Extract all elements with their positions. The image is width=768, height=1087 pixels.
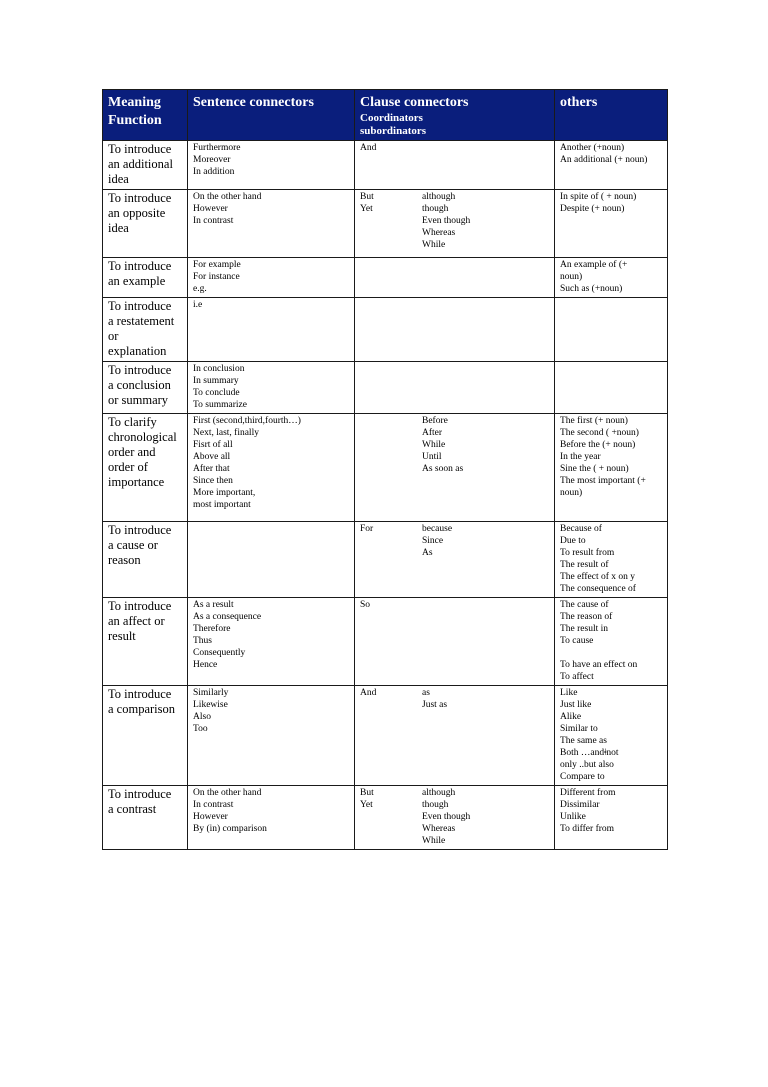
- cell-line: noun): [560, 272, 583, 282]
- others-cell: [555, 786, 668, 850]
- others-cell: [555, 686, 668, 786]
- others-cell: [555, 258, 668, 298]
- cell-line: An example of (+: [560, 260, 628, 270]
- cell-line: Since: [422, 536, 444, 546]
- cell-line: i.e: [193, 300, 203, 310]
- sentence-connectors-cell: [188, 686, 355, 786]
- cell-line: To introduce: [108, 687, 172, 701]
- table-body: [103, 141, 668, 850]
- cell-line: While: [422, 440, 446, 450]
- cell-line: Because of: [560, 524, 602, 534]
- coordinators-list: [360, 687, 422, 711]
- cell-line: e.g.: [193, 284, 207, 294]
- cell-line: Furthermore: [193, 143, 241, 153]
- sentence-connectors-cell: [188, 786, 355, 850]
- cell-line: a comparison: [108, 702, 175, 716]
- cell-line: The result of: [560, 560, 609, 570]
- meaning-cell: [103, 686, 188, 786]
- clause-connectors-cell: [355, 522, 555, 598]
- cell-line: Unlike: [560, 812, 586, 822]
- cell-line: First (second,third,fourth…): [193, 416, 301, 426]
- cell-line: And: [360, 143, 377, 153]
- table-row: [103, 362, 668, 414]
- meaning-cell: [103, 190, 188, 258]
- cell-line: Until: [422, 452, 442, 462]
- cell-line: [560, 647, 662, 659]
- cell-line: Even though: [422, 812, 471, 822]
- table-row: [103, 258, 668, 298]
- clause-connectors-cell: [355, 414, 555, 522]
- cell-line: Dissimilar: [560, 800, 600, 810]
- cell-line: Also: [193, 712, 211, 722]
- cell-line: To summarize: [193, 400, 247, 410]
- cell-line: Whereas: [422, 824, 456, 834]
- cell-line: Even though: [422, 216, 471, 226]
- cell-line: Next, last, finally: [193, 428, 259, 438]
- cell-line: The same as: [560, 736, 607, 746]
- cell-line: To introduce: [108, 523, 172, 537]
- cell-line: For example: [193, 260, 241, 270]
- table-row: [103, 141, 668, 190]
- others-cell: [555, 362, 668, 414]
- table-row: [103, 298, 668, 362]
- meaning-cell: [103, 362, 188, 414]
- sentence-connectors-cell: [188, 414, 355, 522]
- sentence-connectors-cell: [188, 298, 355, 362]
- clause-connectors-cell: [355, 598, 555, 686]
- subordinators-list: [422, 687, 549, 711]
- subordinators-list: [422, 142, 549, 154]
- subordinators-list: [422, 599, 549, 611]
- cell-line: As: [422, 548, 433, 558]
- cell-line: To introduce: [108, 299, 172, 313]
- cell-line: The most important (+: [560, 476, 646, 486]
- cell-line: The first (+ noun): [560, 416, 628, 426]
- cell-line: However: [193, 812, 228, 822]
- coordinators-list: [360, 415, 422, 475]
- cell-line: In spite of ( + noun): [560, 192, 637, 202]
- cell-line: Such as (+noun): [560, 284, 623, 294]
- cell-line: After: [422, 428, 443, 438]
- cell-line: The consequence of: [560, 584, 636, 594]
- cell-line: To clarify: [108, 415, 157, 429]
- cell-line: To have an effect on: [560, 660, 638, 670]
- subordinators-list: [422, 415, 549, 475]
- table-row: [103, 522, 668, 598]
- cell-line: Consequently: [193, 648, 246, 658]
- others-cell: [555, 522, 668, 598]
- cell-line: order and: [108, 445, 156, 459]
- cell-line: or: [108, 329, 119, 343]
- coordinators-list: [360, 599, 422, 611]
- cell-line: order of: [108, 460, 148, 474]
- cell-line: Despite (+ noun): [560, 204, 625, 214]
- cell-line: Just like: [560, 700, 592, 710]
- sentence-connectors-cell: [188, 598, 355, 686]
- cell-line: an affect or: [108, 614, 165, 628]
- cell-line: most important: [193, 500, 251, 510]
- cell-line: Therefore: [193, 624, 231, 634]
- cell-line: Before: [422, 416, 448, 426]
- sentence-connectors-cell: [188, 141, 355, 190]
- clause-connectors-cell: [355, 362, 555, 414]
- cell-line: To introduce: [108, 363, 172, 377]
- cell-line: explanation: [108, 344, 167, 358]
- table-row: [103, 786, 668, 850]
- subordinators-list: [422, 523, 549, 559]
- cell-line: Whereas: [422, 228, 456, 238]
- cell-line: Alike: [560, 712, 582, 722]
- sentence-connectors-cell: [188, 362, 355, 414]
- sentence-connectors-cell: [188, 522, 355, 598]
- cell-line: Due to: [560, 536, 586, 546]
- cell-line: Thus: [193, 636, 212, 646]
- table-row: [103, 686, 668, 786]
- cell-line: or summary: [108, 393, 169, 407]
- cell-line: noun): [560, 488, 583, 498]
- header-meaning-function: Meaning Function: [103, 90, 188, 141]
- meaning-cell: [103, 141, 188, 190]
- cell-line: a conclusion: [108, 378, 171, 392]
- cell-line: In contrast: [193, 216, 234, 226]
- cell-line: As soon as: [422, 464, 464, 474]
- cell-line: To result from: [560, 548, 615, 558]
- cell-line: To introduce: [108, 259, 172, 273]
- cell-line: The second ( +noun): [560, 428, 639, 438]
- clause-connectors-cell: [355, 190, 555, 258]
- cell-line: In contrast: [193, 800, 234, 810]
- cell-line: Sine the ( + noun): [560, 464, 629, 474]
- cell-line: although: [422, 192, 456, 202]
- cell-line: Different from: [560, 788, 616, 798]
- cell-line: reason: [108, 553, 141, 567]
- cell-line: a contrast: [108, 802, 157, 816]
- cell-line: Yet: [360, 204, 373, 214]
- header-clause-connectors: Clause connectors Coordinators subordinators: [355, 90, 555, 141]
- others-cell: [555, 190, 668, 258]
- cell-line: So: [360, 600, 371, 610]
- others-cell: [555, 298, 668, 362]
- cell-line: The cause of: [560, 600, 609, 610]
- cell-line: Similarly: [193, 688, 229, 698]
- header-sentence-connectors: Sentence connectors: [188, 90, 355, 141]
- header-others: others: [555, 90, 668, 141]
- cell-line: though: [422, 800, 449, 810]
- cell-line: And: [360, 688, 377, 698]
- subordinators-list: [422, 191, 549, 251]
- cell-line: idea: [108, 172, 129, 186]
- cell-line: To conclude: [193, 388, 240, 398]
- cell-line: But: [360, 788, 374, 798]
- cell-line: To cause: [560, 636, 594, 646]
- cell-line: To introduce: [108, 599, 172, 613]
- cell-line: Like: [560, 688, 578, 698]
- cell-line: To introduce: [108, 787, 172, 801]
- cell-line: The result in: [560, 624, 609, 634]
- cell-line: Likewise: [193, 700, 228, 710]
- cell-line: The effect of x on y: [560, 572, 636, 582]
- cell-line: Since then: [193, 476, 233, 486]
- cell-line: importance: [108, 475, 165, 489]
- cell-line: While: [422, 836, 446, 846]
- cell-line: In conclusion: [193, 364, 245, 374]
- cell-line: a restatement: [108, 314, 175, 328]
- cell-line: But: [360, 192, 374, 202]
- connectors-table: [102, 89, 668, 850]
- cell-line: idea: [108, 221, 129, 235]
- coordinators-list: [360, 191, 422, 251]
- meaning-cell: [103, 522, 188, 598]
- cell-line: To introduce: [108, 191, 172, 205]
- cell-line: On the other hand: [193, 192, 262, 202]
- clause-connectors-cell: [355, 141, 555, 190]
- cell-line: an example: [108, 274, 166, 288]
- cell-line: Compare to: [560, 772, 605, 782]
- table-row: [103, 190, 668, 258]
- others-cell: [555, 414, 668, 522]
- cell-line: Above all: [193, 452, 231, 462]
- subordinators-list: [422, 787, 549, 847]
- cell-line: result: [108, 629, 136, 643]
- cell-line: Fisrt of all: [193, 440, 233, 450]
- coordinators-list: [360, 787, 422, 847]
- cell-line: Hence: [193, 660, 218, 670]
- header-row: [103, 90, 668, 141]
- clause-connectors-cell: [355, 258, 555, 298]
- cell-line: To introduce: [108, 142, 172, 156]
- cell-line: On the other hand: [193, 788, 262, 798]
- meaning-cell: [103, 414, 188, 522]
- cell-line: The reason of: [560, 612, 613, 622]
- cell-line: because: [422, 524, 453, 534]
- cell-line: To affect: [560, 672, 594, 682]
- cell-line: To differ from: [560, 824, 615, 834]
- cell-line: Just as: [422, 700, 448, 710]
- sentence-connectors-cell: [188, 190, 355, 258]
- cell-line: Moreover: [193, 155, 231, 165]
- cell-line: While: [422, 240, 446, 250]
- cell-line: As a consequence: [193, 612, 262, 622]
- coordinators-list: [360, 523, 422, 559]
- cell-line: By (in) comparison: [193, 824, 267, 834]
- cell-line: Both …andǂnot: [560, 748, 619, 758]
- cell-line: An additional (+ noun): [560, 155, 648, 165]
- cell-line: though: [422, 204, 449, 214]
- cell-line: only ..but also: [560, 760, 614, 770]
- cell-line: as: [422, 688, 430, 698]
- clause-connectors-cell: [355, 786, 555, 850]
- others-cell: [555, 141, 668, 190]
- meaning-cell: [103, 786, 188, 850]
- cell-line: a cause or: [108, 538, 158, 552]
- cell-line: although: [422, 788, 456, 798]
- cell-line: For instance: [193, 272, 240, 282]
- table-row: [103, 414, 668, 522]
- cell-line: More important,: [193, 488, 256, 498]
- others-cell: [555, 598, 668, 686]
- cell-line: In summary: [193, 376, 239, 386]
- cell-line: In addition: [193, 167, 235, 177]
- cell-line: chronological: [108, 430, 177, 444]
- meaning-cell: [103, 598, 188, 686]
- clause-connectors-cell: [355, 298, 555, 362]
- cell-line: For: [360, 524, 374, 534]
- cell-line: Too: [193, 724, 208, 734]
- cell-line: an additional: [108, 157, 173, 171]
- cell-line: In the year: [560, 452, 601, 462]
- cell-line: Yet: [360, 800, 373, 810]
- meaning-cell: [103, 298, 188, 362]
- sentence-connectors-cell: [188, 258, 355, 298]
- cell-line: However: [193, 204, 228, 214]
- cell-line: Another (+noun): [560, 143, 625, 153]
- clause-connectors-cell: [355, 686, 555, 786]
- cell-line: Similar to: [560, 724, 598, 734]
- coordinators-list: [360, 142, 422, 154]
- meaning-cell: [103, 258, 188, 298]
- cell-line: After that: [193, 464, 230, 474]
- cell-line: an opposite: [108, 206, 166, 220]
- cell-line: Before the (+ noun): [560, 440, 636, 450]
- cell-line: As a result: [193, 600, 234, 610]
- table-row: [103, 598, 668, 686]
